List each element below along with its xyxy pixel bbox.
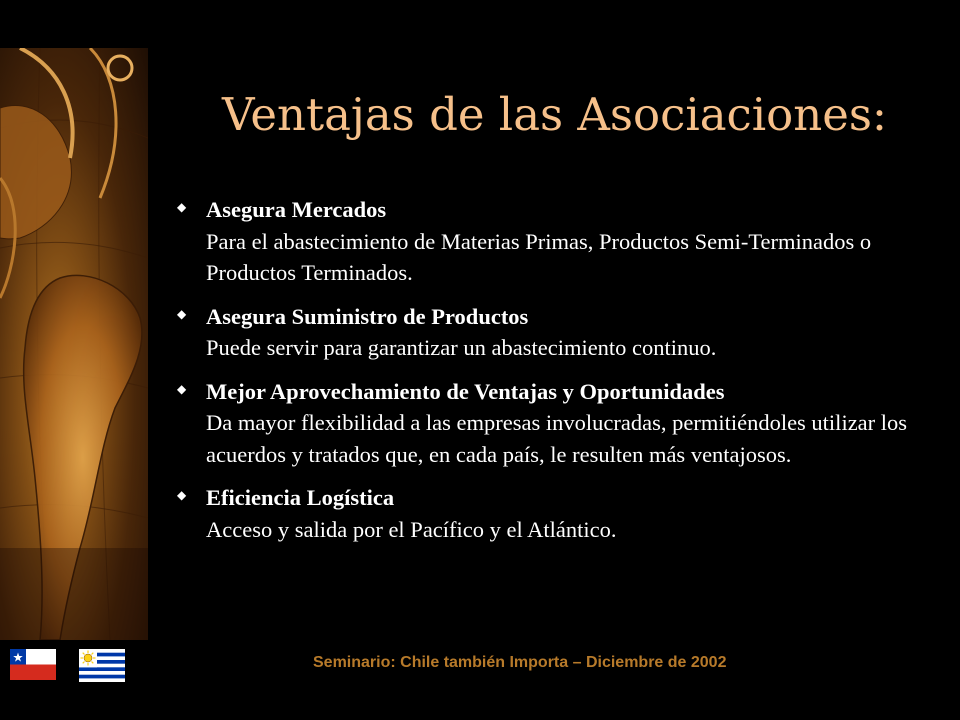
bullet-heading: Asegura Mercados <box>206 197 387 222</box>
bullet-heading: Eficiencia Logística <box>206 485 395 510</box>
bullet-body: Da mayor flexibilidad a las empresas involucradas, permitiéndoles utilizar los acuerdos y tratados que, en cada país, le resulten más ventajosos. <box>206 410 908 467</box>
diamond-bullet-icon: ◆ <box>177 488 187 502</box>
bullet-item <box>175 376 935 471</box>
slide-title: Ventajas de las Asociaciones: <box>222 88 888 141</box>
uruguay-flag-icon <box>79 649 125 682</box>
bullet-item <box>175 301 935 364</box>
bullet-body: Puede servir para garantizar un abastecimiento continuo. <box>206 335 717 360</box>
chile-flag-icon <box>10 649 56 680</box>
footer-caption: Seminario: Chile también Importa – Diciembre de 2002 <box>313 654 727 671</box>
map-illustration <box>0 48 148 640</box>
bullet-item <box>175 194 935 289</box>
diamond-bullet-icon: ◆ <box>177 306 187 321</box>
diamond-bullet-icon: ◆ <box>177 381 187 396</box>
antique-map-image <box>0 48 148 640</box>
bullet-body: Acceso y salida por el Pacífico y el Atlántico. <box>206 516 617 542</box>
bullet-heading: Asegura Suministro de Productos <box>206 303 529 329</box>
diamond-bullet-icon: ◆ <box>177 200 187 214</box>
bullet-item <box>175 482 935 545</box>
bullet-list <box>175 194 935 557</box>
bullet-heading: Mejor Aprovechamiento de Ventajas y Oportunidades <box>206 378 725 404</box>
bullet-body: Para el abastecimiento de Materias Primas, Productos Semi-Terminados o Productos Terminados. <box>206 228 872 285</box>
